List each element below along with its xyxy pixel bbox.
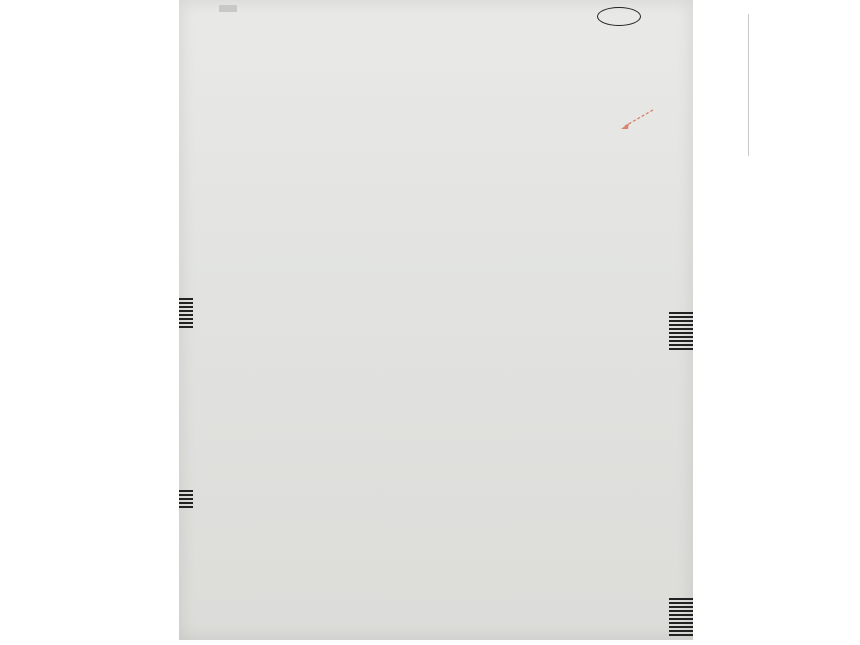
leaflet-photo [179, 0, 693, 640]
binding-marks-right-top [669, 312, 693, 356]
binding-marks-left-bottom [179, 490, 193, 512]
divider-line [748, 14, 749, 156]
otc-badge [597, 7, 641, 26]
approval-code [219, 4, 237, 12]
red-arrow-icon [619, 108, 655, 132]
binding-marks-right-bottom [669, 598, 693, 640]
redaction-mark [219, 5, 237, 12]
binding-marks-left-top [179, 298, 193, 332]
